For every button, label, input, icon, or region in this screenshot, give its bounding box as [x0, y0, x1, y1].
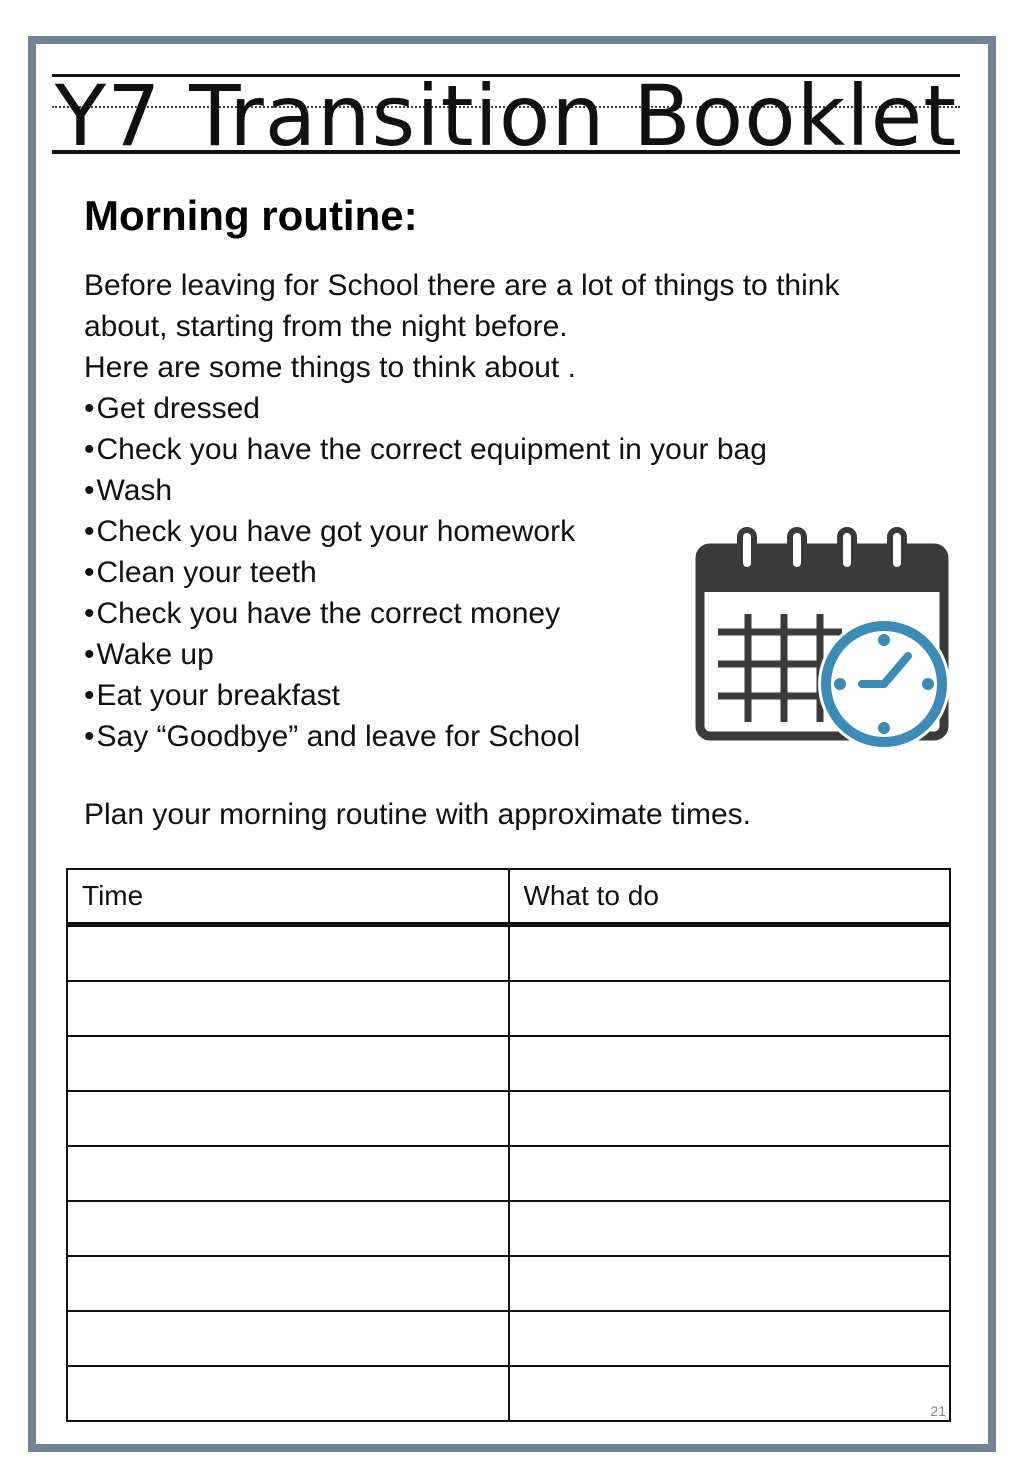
time-cell[interactable] [67, 1146, 509, 1201]
time-cell[interactable] [67, 925, 509, 982]
list-item: •Wash [84, 474, 173, 507]
bullet-icon: • [84, 597, 95, 630]
task-cell[interactable] [509, 1091, 951, 1146]
time-cell[interactable] [67, 1311, 509, 1366]
routine-table [66, 868, 951, 1422]
bullet-icon: • [84, 433, 95, 466]
list-item: •Say “Goodbye” and leave for School [84, 720, 581, 753]
table-row [67, 1311, 950, 1366]
task-cell[interactable] [509, 1366, 951, 1421]
intro-line: about, starting from the night before. [84, 310, 568, 343]
list-item: •Wake up [84, 638, 214, 671]
intro-line: Before leaving for School there are a lot of things to think [84, 269, 840, 302]
list-item: •Get dressed [84, 392, 260, 425]
task-cell[interactable] [509, 1036, 951, 1091]
bullet-icon: • [84, 515, 95, 548]
task-cell[interactable] [509, 1311, 951, 1366]
plan-instruction: Plan your morning routine with approximate times. [84, 798, 751, 831]
bullet-icon: • [84, 720, 95, 753]
bullet-icon: • [84, 638, 95, 671]
bullet-icon: • [84, 679, 95, 712]
bullet-icon: • [84, 474, 95, 507]
list-item: •Check you have the correct equipment in your bag [84, 433, 767, 466]
table-row [67, 1201, 950, 1256]
task-cell[interactable] [509, 1201, 951, 1256]
booklet-banner [52, 64, 960, 164]
page-number: 21 [930, 1403, 946, 1419]
time-cell[interactable] [67, 1036, 509, 1091]
task-cell[interactable] [509, 981, 951, 1036]
time-cell[interactable] [67, 1091, 509, 1146]
table-row [67, 981, 950, 1036]
bullet-icon: • [84, 556, 95, 589]
list-item: •Clean your teeth [84, 556, 317, 589]
task-cell[interactable] [509, 925, 951, 982]
table-header-row [67, 869, 950, 925]
bullet-icon: • [84, 392, 95, 425]
time-cell[interactable] [67, 1366, 509, 1421]
time-cell[interactable] [67, 981, 509, 1036]
list-item: •Check you have got your homework [84, 515, 576, 548]
task-cell[interactable] [509, 1146, 951, 1201]
time-cell[interactable] [67, 1201, 509, 1256]
booklet-title: Y7 Transition Booklet [54, 67, 958, 165]
calendar-clock-icon [692, 522, 958, 750]
list-item: •Eat your breakfast [84, 679, 340, 712]
table-row [67, 1036, 950, 1091]
table-row [67, 1366, 950, 1421]
table-row [67, 925, 950, 982]
column-header-time: Time [67, 869, 509, 925]
list-item: •Check you have the correct money [84, 597, 561, 630]
time-cell[interactable] [67, 1256, 509, 1311]
column-header-what-to-do: What to do [509, 869, 951, 925]
table-row [67, 1146, 950, 1201]
intro-line: Here are some things to think about . [84, 351, 576, 384]
section-heading: Morning routine: [84, 192, 418, 239]
table-row [67, 1256, 950, 1311]
task-cell[interactable] [509, 1256, 951, 1311]
table-row [67, 1091, 950, 1146]
